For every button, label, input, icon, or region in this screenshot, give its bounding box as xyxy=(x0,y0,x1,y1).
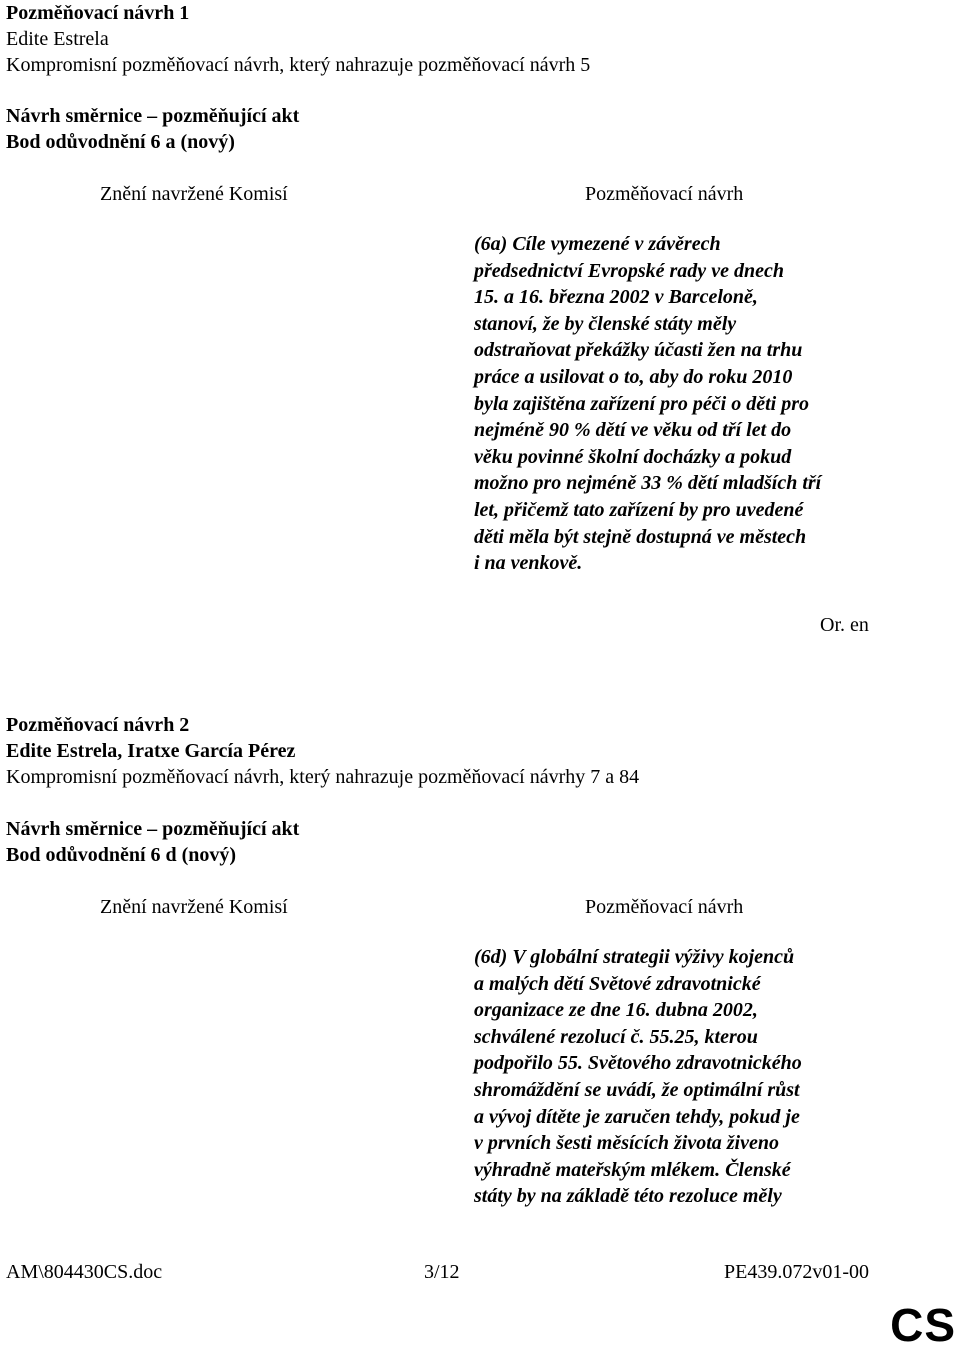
text-line: státy by na základě této rezoluce měly xyxy=(474,1185,782,1208)
text-line: organizace ze dne 16. dubna 2002, xyxy=(474,999,758,1022)
text-line: 15. a 16. března 2002 v Barceloně, xyxy=(474,286,758,309)
amendment-1-recital: Bod odůvodnění 6 a (nový) xyxy=(6,131,235,153)
amendment-1-proposal-type: Návrh směrnice – pozměňující akt xyxy=(6,105,300,127)
amendment-2-authors: Edite Estrela, Iratxe García Pérez xyxy=(6,740,296,762)
text-line: předsednictví Evropské rady ve dnech xyxy=(474,259,784,282)
text-line: schválené rezolucí č. 55.25, kterou xyxy=(474,1025,758,1048)
amendment-1-authors: Edite Estrela xyxy=(6,28,109,50)
text-line: věku povinné školní docházky a pokud xyxy=(474,445,792,468)
amendment-2-recital: Bod odůvodnění 6 d (nový) xyxy=(6,844,237,866)
text-line: nejméně 90 % dětí ve věku od tří let do xyxy=(474,419,792,442)
footer-doc-ref: AM\804430CS.doc xyxy=(6,1261,163,1283)
text-line: a malých dětí Světové zdravotnické xyxy=(474,972,761,995)
footer-pe-ref: PE439.072v01-00 xyxy=(724,1261,869,1283)
amendment-1-compromise: Kompromisní pozměňovací návrh, který nahrazuje pozměňovací návrh 5 xyxy=(6,54,591,76)
text-line: práce a usilovat o to, aby do roku 2010 xyxy=(474,365,793,388)
text-line: stanoví, že by členské státy měly xyxy=(474,312,737,335)
text-line: shromáždění se uvádí, že optimální růst xyxy=(474,1078,800,1101)
text-line: let, přičemž tato zařízení by pro uvedené xyxy=(474,498,804,521)
amendment-2-compromise: Kompromisní pozměňovací návrh, který nahrazuje pozměňovací návrhy 7 a 84 xyxy=(6,766,640,788)
text-line: (6a) Cíle vymezené v závěrech xyxy=(474,233,721,255)
text-line: odstraňovat překážky účasti žen na trhu xyxy=(474,339,803,362)
amendment-2-text xyxy=(474,944,894,1210)
amendment-1-amendment-header: Pozměňovací návrh xyxy=(585,183,744,205)
text-line: v prvních šesti měsících života živeno xyxy=(474,1132,779,1155)
language-badge: CS xyxy=(890,1299,956,1351)
text-line: a vývoj dítěte je zaručen tehdy, pokud je xyxy=(474,1105,800,1128)
amendment-2-proposal-type: Návrh směrnice – pozměňující akt xyxy=(6,818,300,840)
text-line: děti měla být stejně dostupná ve městech xyxy=(474,525,807,548)
footer-page-number: 3/12 xyxy=(424,1261,460,1283)
amendment-2-commission-text-header: Znění navržené Komisí xyxy=(100,896,288,918)
text-line: podpořilo 55. Světového zdravotnického xyxy=(474,1052,802,1075)
text-line: výhradně mateřským mlékem. Členské xyxy=(474,1158,791,1181)
amendment-2-title: Pozměňovací návrh 2 xyxy=(6,714,190,736)
text-line: (6d) V globální strategii výživy kojenců xyxy=(474,946,795,968)
text-line: byla zajištěna zařízení pro péči o děti pro xyxy=(474,392,809,415)
amendment-2-amendment-header: Pozměňovací návrh xyxy=(585,896,744,918)
amendment-1-text xyxy=(474,231,894,577)
original-language-note: Or. en xyxy=(820,614,869,636)
amendment-1-title: Pozměňovací návrh 1 xyxy=(6,2,190,24)
text-line: možno pro nejméně 33 % dětí mladších tří xyxy=(474,472,822,495)
text-line: i na venkově. xyxy=(474,552,583,575)
amendment-1-commission-text-header: Znění navržené Komisí xyxy=(100,183,288,205)
